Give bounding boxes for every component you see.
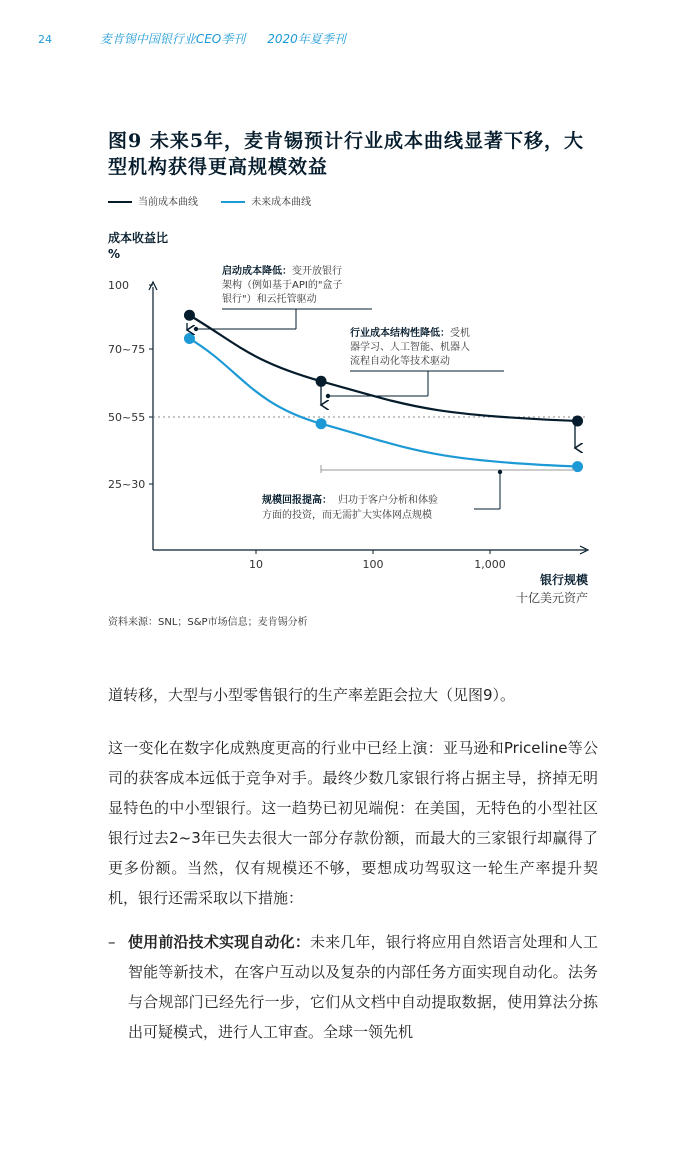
x-tick-100: 100 bbox=[362, 558, 384, 571]
legend-item-current: 当前成本曲线 bbox=[108, 193, 198, 208]
svg-text:启动成本降低：变开放银行: 启动成本降低：变开放银行 bbox=[222, 266, 342, 277]
bullet-dash: – bbox=[108, 933, 116, 951]
svg-text:流程自动化等技术驱动: 流程自动化等技术驱动 bbox=[350, 356, 450, 367]
body-paragraph-2: 这一变化在数字化成熟度更高的行业中已经上演：亚马逊和Priceline等公司的获客成本远低于竞争对手。最终少数几家银行将占据主导，挤掉无明显特色的中小型银行。这一趋势已初见端倪：在美国，无特色的小型社区银行过去2~3年已失去很大一部分存款份额，而最大的三家银行却赢得了更多份额。当然，仅有规模还不够，要想成功驾驭这一轮生产率提升契机，银行还需采取以下措施： bbox=[108, 739, 598, 907]
future-point-1 bbox=[184, 333, 195, 344]
annotation-startup-cost bbox=[222, 264, 342, 305]
body-paragraph-1: 道转移，大型与小型零售银行的生产率差距会拉大（见图9）。 bbox=[108, 686, 516, 704]
svg-text:器学习、人工智能、机器人: 器学习、人工智能、机器人 bbox=[350, 342, 470, 353]
annotation-structural-cost bbox=[350, 326, 470, 367]
y-tick-50-55: 50~55 bbox=[108, 411, 146, 424]
x-axis-unit: 十亿美元资产 bbox=[515, 591, 588, 605]
svg-text:方面的投资，而无需扩大实体网点规模: 方面的投资，而无需扩大实体网点规模 bbox=[262, 510, 432, 521]
y-tick-25-30: 25~30 bbox=[108, 478, 146, 491]
y-tick-labels bbox=[108, 279, 145, 491]
bullet-heading: 使用前沿技术实现自动化： bbox=[128, 933, 310, 951]
y-tick-70-75: 70~75 bbox=[108, 343, 146, 356]
bullet-automation bbox=[108, 927, 598, 1047]
annotation-scale-return bbox=[261, 493, 438, 521]
current-point-3 bbox=[572, 416, 583, 427]
legend-item-future: 未来成本曲线 bbox=[221, 193, 311, 208]
chart-legend bbox=[108, 193, 331, 208]
x-tick-labels bbox=[249, 558, 506, 571]
future-point-2 bbox=[316, 418, 327, 429]
current-point-1 bbox=[184, 310, 195, 321]
x-axis-label: 银行规模 bbox=[539, 573, 588, 587]
publication-name: 麦肯锡中国银行业CEO季刊 bbox=[99, 32, 246, 46]
annotation-leaders bbox=[196, 309, 575, 509]
running-header bbox=[38, 30, 346, 47]
issue-name: 2020年夏季刊 bbox=[267, 32, 346, 46]
y-tick-100: 100 bbox=[108, 279, 129, 292]
figure-source: 资料来源：SNL；S&P市场信息；麦肯锡分析 bbox=[108, 617, 308, 628]
svg-text:规模回报提高：归功于客户分析和体验: 规模回报提高： 归功于客户分析和体验 bbox=[262, 495, 438, 506]
svg-text:行业成本结构性降低：受机: 行业成本结构性降低：受机 bbox=[350, 328, 470, 339]
cost-curve-chart bbox=[0, 255, 700, 575]
figure-title: 图9 未来5年，麦肯锡预计行业成本曲线显著下移，大型机构获得更高规模效益 bbox=[108, 130, 585, 178]
svg-text:银行"）和云托管驱动: 银行"）和云托管驱动 bbox=[222, 294, 317, 305]
x-tick-10: 10 bbox=[249, 558, 263, 571]
x-tick-1000: 1,000 bbox=[474, 558, 506, 571]
svg-text:架构（例如基于API的"盒子: 架构（例如基于API的"盒子 bbox=[222, 280, 343, 291]
page-number: 24 bbox=[38, 33, 52, 46]
y-axis-label: 成本收益比 % bbox=[108, 231, 169, 261]
bullet-text: 未来几年，银行将应用自然语言处理和人工智能等新技术，在客户互动以及复杂的内部任务方面实现自动化。法务与合规部门已经先行一步，它们从文档中自动提取数据，使用算法分拣出可疑模式，进行人工审查。全球一领先机 bbox=[128, 933, 598, 1041]
